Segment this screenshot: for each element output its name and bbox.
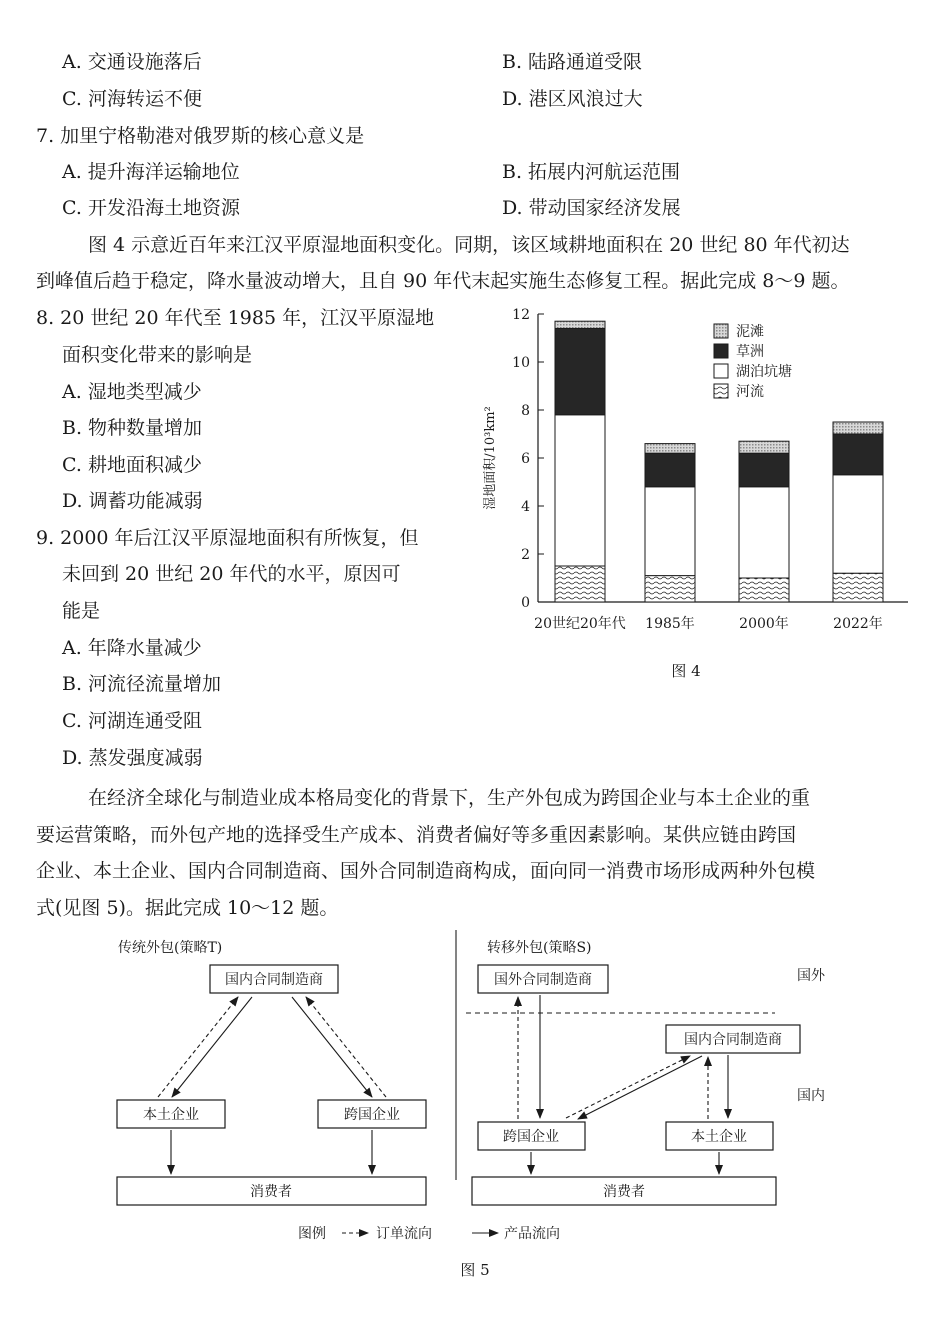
y-tick-label: 2 bbox=[521, 547, 530, 563]
bar-segment bbox=[739, 441, 789, 453]
q6-option-d: D. 港区风浪过大 bbox=[502, 88, 643, 110]
t-order-arrow-mnc bbox=[306, 997, 386, 1097]
bar-segment bbox=[645, 576, 695, 602]
bar-segment bbox=[739, 487, 789, 578]
y-tick-label: 10 bbox=[512, 355, 530, 371]
fig5-caption: 图 5 bbox=[460, 1261, 490, 1279]
legend-label: 泥滩 bbox=[736, 324, 764, 340]
q9-option-c: C. 河湖连通受阻 bbox=[62, 710, 202, 732]
bar-segment bbox=[833, 422, 883, 434]
q9-option-b: B. 河流径流量增加 bbox=[62, 673, 222, 695]
x-tick-label: 2000年 bbox=[739, 616, 789, 632]
t-order-arrow-local bbox=[158, 997, 238, 1097]
q7-option-d: D. 带动国家经济发展 bbox=[502, 197, 681, 219]
q9-stem-line2: 未回到 20 世纪 20 年代的水平，原因可 bbox=[62, 563, 401, 585]
q7-option-c: C. 开发沿海土地资源 bbox=[62, 197, 240, 219]
t-mnc-label: 跨国企业 bbox=[344, 1107, 400, 1123]
legend-swatch bbox=[714, 384, 728, 398]
bar-segment bbox=[645, 453, 695, 487]
q9-stem-line1: 9. 2000 年后江汉平原湿地面积有所恢复，但 bbox=[36, 527, 419, 549]
strategy-t-title: 传统外包(策略T) bbox=[118, 940, 223, 956]
y-axis-label: 湿地面积/10³km² bbox=[483, 406, 498, 510]
bar-segment bbox=[555, 415, 605, 566]
q6-option-a: A. 交通设施落后 bbox=[62, 51, 202, 73]
x-tick-label: 1985年 bbox=[645, 616, 695, 632]
q8-option-c: C. 耕地面积减少 bbox=[62, 454, 202, 476]
t-product-arrow-local bbox=[172, 997, 252, 1097]
bar-segment bbox=[645, 444, 695, 454]
fig4-caption: 图 4 bbox=[671, 662, 701, 680]
t-local-firm-label: 本土企业 bbox=[143, 1107, 199, 1123]
t-domestic-cm-label: 国内合同制造商 bbox=[225, 972, 323, 988]
strategy-s-title: 转移外包(策略S) bbox=[487, 940, 592, 956]
s-domestic-cm-label: 国内合同制造商 bbox=[684, 1032, 782, 1048]
x-tick-label: 20世纪20年代 bbox=[534, 616, 626, 632]
q6-option-b: B. 陆路通道受限 bbox=[502, 51, 643, 73]
q7-option-b: B. 拓展内河航运范围 bbox=[502, 161, 681, 183]
t-product-arrow-mnc bbox=[292, 997, 372, 1097]
intro-10-12-line3: 企业、本土企业、国内合同制造商、国外合同制造商构成，面向同一消费市场形成两种外包模 bbox=[36, 860, 816, 882]
s-consumer-label: 消费者 bbox=[603, 1184, 645, 1200]
s-mnc-label: 跨国企业 bbox=[503, 1129, 559, 1145]
s-foreign-cm-label: 国外合同制造商 bbox=[494, 972, 592, 988]
abroad-label: 国外 bbox=[797, 968, 825, 984]
legend-label: 河流 bbox=[736, 384, 764, 400]
s-order-arrow-mnc-domestic bbox=[566, 1056, 690, 1118]
legend-swatch bbox=[714, 364, 728, 378]
intro-10-12-line2: 要运营策略，而外包产地的选择受生产成本、消费者偏好等多重因素影响。某供应链由跨国 bbox=[36, 824, 797, 846]
intro-10-12-line4: 式(见图 5)。据此完成 10～12 题。 bbox=[36, 897, 339, 919]
q8-stem-line1: 8. 20 世纪 20 年代至 1985 年，江汉平原湿地 bbox=[36, 307, 435, 329]
bar-segment bbox=[833, 475, 883, 573]
y-tick-label: 12 bbox=[512, 307, 530, 323]
q8-option-a: A. 湿地类型减少 bbox=[62, 381, 202, 403]
fig5-legend-label: 图例 bbox=[298, 1226, 326, 1242]
s-product-arrow-domestic-mnc bbox=[578, 1056, 702, 1119]
domestic-label: 国内 bbox=[797, 1088, 825, 1104]
bar-segment bbox=[555, 321, 605, 328]
legend-swatch bbox=[714, 324, 728, 338]
q9-stem-line3: 能是 bbox=[62, 600, 101, 622]
figure-4-chart bbox=[470, 300, 920, 690]
bar-segment bbox=[833, 573, 883, 602]
y-tick-label: 6 bbox=[521, 451, 530, 467]
bar-segment bbox=[555, 566, 605, 602]
legend-product-label: 产品流向 bbox=[504, 1226, 560, 1242]
q8-stem-line2: 面积变化带来的影响是 bbox=[62, 344, 253, 366]
q7-option-a: A. 提升海洋运输地位 bbox=[62, 161, 240, 183]
bar-segment bbox=[739, 453, 789, 487]
legend-swatch bbox=[714, 344, 728, 358]
intro-8-9-line2: 到峰值后趋于稳定，降水量波动增大，且自 90 年代末起实施生态修复工程。据此完成 8～9 题。 bbox=[36, 270, 850, 292]
bar-segment bbox=[833, 434, 883, 475]
y-tick-label: 0 bbox=[521, 595, 530, 611]
bar-segment bbox=[555, 328, 605, 414]
q6-option-c: C. 河海转运不便 bbox=[62, 88, 202, 110]
legend-order-label: 订单流向 bbox=[376, 1226, 432, 1242]
q8-option-b: B. 物种数量增加 bbox=[62, 417, 203, 439]
s-local-firm-label: 本土企业 bbox=[691, 1129, 747, 1145]
bar-segment bbox=[645, 487, 695, 576]
y-tick-label: 4 bbox=[521, 499, 530, 515]
legend-label: 湖泊坑塘 bbox=[736, 364, 792, 380]
q9-option-a: A. 年降水量减少 bbox=[62, 637, 202, 659]
y-tick-label: 8 bbox=[521, 403, 530, 419]
t-consumer-label: 消费者 bbox=[250, 1184, 292, 1200]
q9-option-d: D. 蒸发强度减弱 bbox=[62, 747, 203, 769]
bar-segment bbox=[739, 578, 789, 602]
q8-option-d: D. 调蓄功能减弱 bbox=[62, 490, 203, 512]
q7-stem: 7. 加里宁格勒港对俄罗斯的核心意义是 bbox=[36, 125, 365, 147]
x-tick-label: 2022年 bbox=[833, 616, 883, 632]
legend-label: 草洲 bbox=[736, 344, 764, 360]
intro-8-9-line1: 图 4 示意近百年来江汉平原湿地面积变化。同期，该区域耕地面积在 20 世纪 80 年代初达 bbox=[88, 234, 850, 256]
figure-5-diagram bbox=[0, 925, 950, 1285]
intro-10-12-line1: 在经济全球化与制造业成本格局变化的背景下，生产外包成为跨国企业与本土企业的重 bbox=[88, 787, 811, 809]
